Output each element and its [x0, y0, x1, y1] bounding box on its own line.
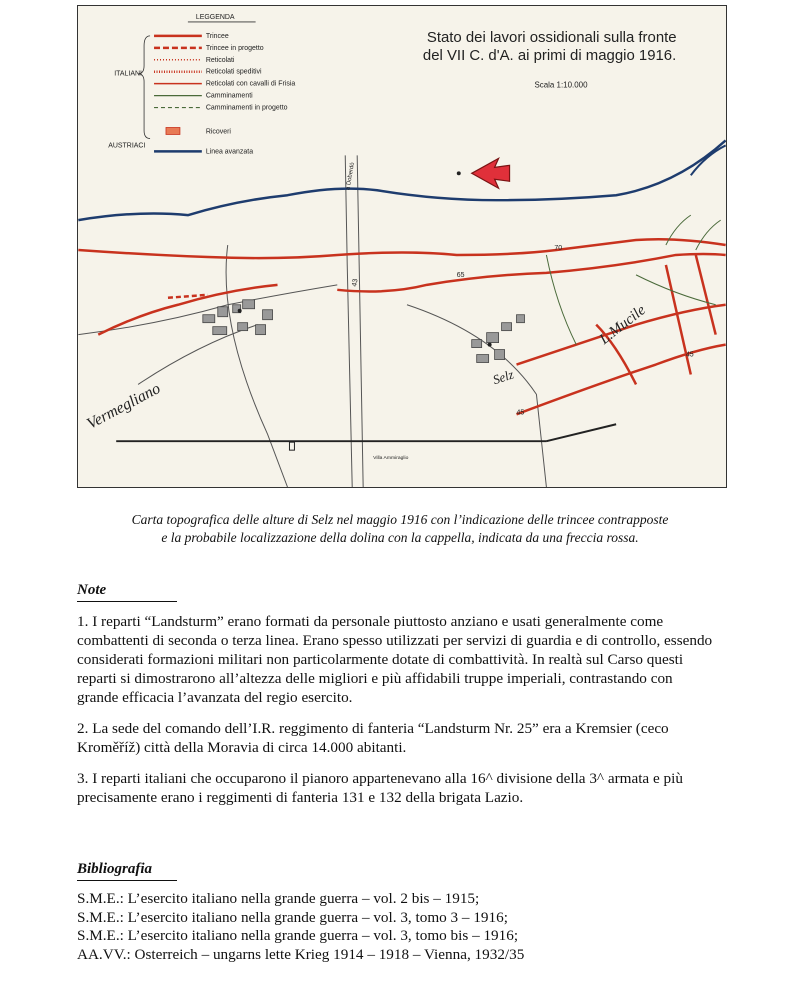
elevation-65: 65: [456, 271, 465, 279]
map-paper: [78, 6, 725, 487]
map-svg: [78, 6, 726, 487]
bibliography-item: AA.VV.: Osterreich – ungarns lette Krieg 1914 – 1918 – Vienna, 1932/35: [77, 945, 525, 963]
notes-heading: [77, 582, 106, 599]
legend-group-austriaci: AUSTRIACI: [108, 142, 146, 150]
bibliography-list: [77, 890, 717, 964]
elevation-70: 70: [554, 244, 563, 252]
legend-item-trincee-progetto: Trincee in progetto: [205, 44, 264, 52]
dolina-marker: [457, 171, 461, 175]
bibliography-item: S.M.E.: L’esercito italiano nella grande guerra – vol. 2 bis – 1915;: [77, 890, 480, 907]
bibliography-item: S.M.E.: L’esercito italiano nella grande guerra – vol. 3, tomo 3 – 1916;: [77, 908, 508, 926]
map-title-line2: del VII C. d'A. ai primi di maggio 1916.: [422, 46, 677, 64]
legend-item-trincee: Trincee: [205, 32, 229, 40]
place-mucile: L.Mucile: [596, 302, 649, 348]
chapel-marker-vermegliano: [238, 309, 242, 313]
bibliography-heading-underline: [77, 880, 177, 881]
legend-item-cavalli-frisia: Reticolati con cavalli di Frisia: [205, 80, 296, 88]
map-title-line1: Stato dei lavori ossidionali sulla fronte: [426, 28, 677, 46]
notes-list: [77, 612, 717, 819]
place-villa-ammiraglio: Villa Ammiraglio: [373, 456, 409, 462]
notes-heading-text: Note: [77, 582, 107, 598]
elevation-45: 45: [516, 409, 525, 417]
legend-item-reticolati: Reticolati: [205, 56, 235, 64]
elevation-45-east: 45: [685, 351, 694, 359]
notes-heading-underline: [77, 601, 177, 602]
elevation-43: 43: [351, 278, 360, 288]
bibliography-heading: [77, 861, 152, 878]
bibliography-item: S.M.E.: L’esercito italiano nella grande guerra – vol. 3, tomo bis – 1916;: [77, 927, 519, 944]
caption-line2: e la probabile localizzazione della dolina con la cappella, indicata da una freccia rossa.: [161, 530, 639, 545]
legend-item-camminamenti-progetto: Camminamenti in progetto: [205, 104, 288, 112]
legend-item-linea-avanzata: Linea avanzata: [205, 148, 254, 156]
note-item: 2. La sede del comando dell’I.R. reggimento di fanteria “Landsturm Nr. 25” era a Kremsier (ceco Kroměříž) città della Moravia di circa 14.000 abitanti.: [77, 720, 669, 756]
legend-item-reticolati-speditivi: Reticolati speditivi: [205, 68, 262, 76]
note-item: 1. I reparti “Landsturm” erano formati da personale piuttosto anziano e usati generalmente come combattenti di seconda o terza linea. Erano spesso utilizzati per servizi di guardia e di controllo, essendo considerati formazioni militari non particolarmente dotate di combattività. In realtà sul Carso questi reparti si dimostrarono all’altezza delle migliori e più affidabili truppe imperiali, contrastando con grande efficacia l’avanzata del regio esercito.: [77, 613, 713, 706]
legend-heading: LEGGENDA: [195, 13, 235, 21]
caption-line1: Carta topografica delle alture di Selz nel maggio 1916 con l’indicazione delle trincee contrapposte: [131, 512, 669, 527]
map-scale: Scala 1:10.000: [534, 80, 588, 90]
legend-item-ricoveri: Ricoveri: [205, 128, 231, 136]
bibliography-heading-text: Bibliografia: [77, 861, 153, 877]
place-doberdo: a Doberdò: [345, 162, 357, 191]
note-item: 3. I reparti italiani che occuparono il pianoro appartenevano alla 16^ divisione della 3^ armata e più precisamente erano i reggimenti di fanteria 131 e 132 della brigata Lazio.: [77, 770, 683, 806]
place-selz: Selz: [490, 366, 516, 388]
chapel-marker-selz: [488, 343, 492, 347]
map-caption: [60, 511, 740, 547]
topographic-map: [77, 5, 727, 488]
legend-group-italiani: ITALIANI: [114, 70, 142, 78]
legend-item-camminamenti: Camminamenti: [205, 92, 253, 100]
place-vermegliano: Vermegliano: [84, 379, 164, 433]
